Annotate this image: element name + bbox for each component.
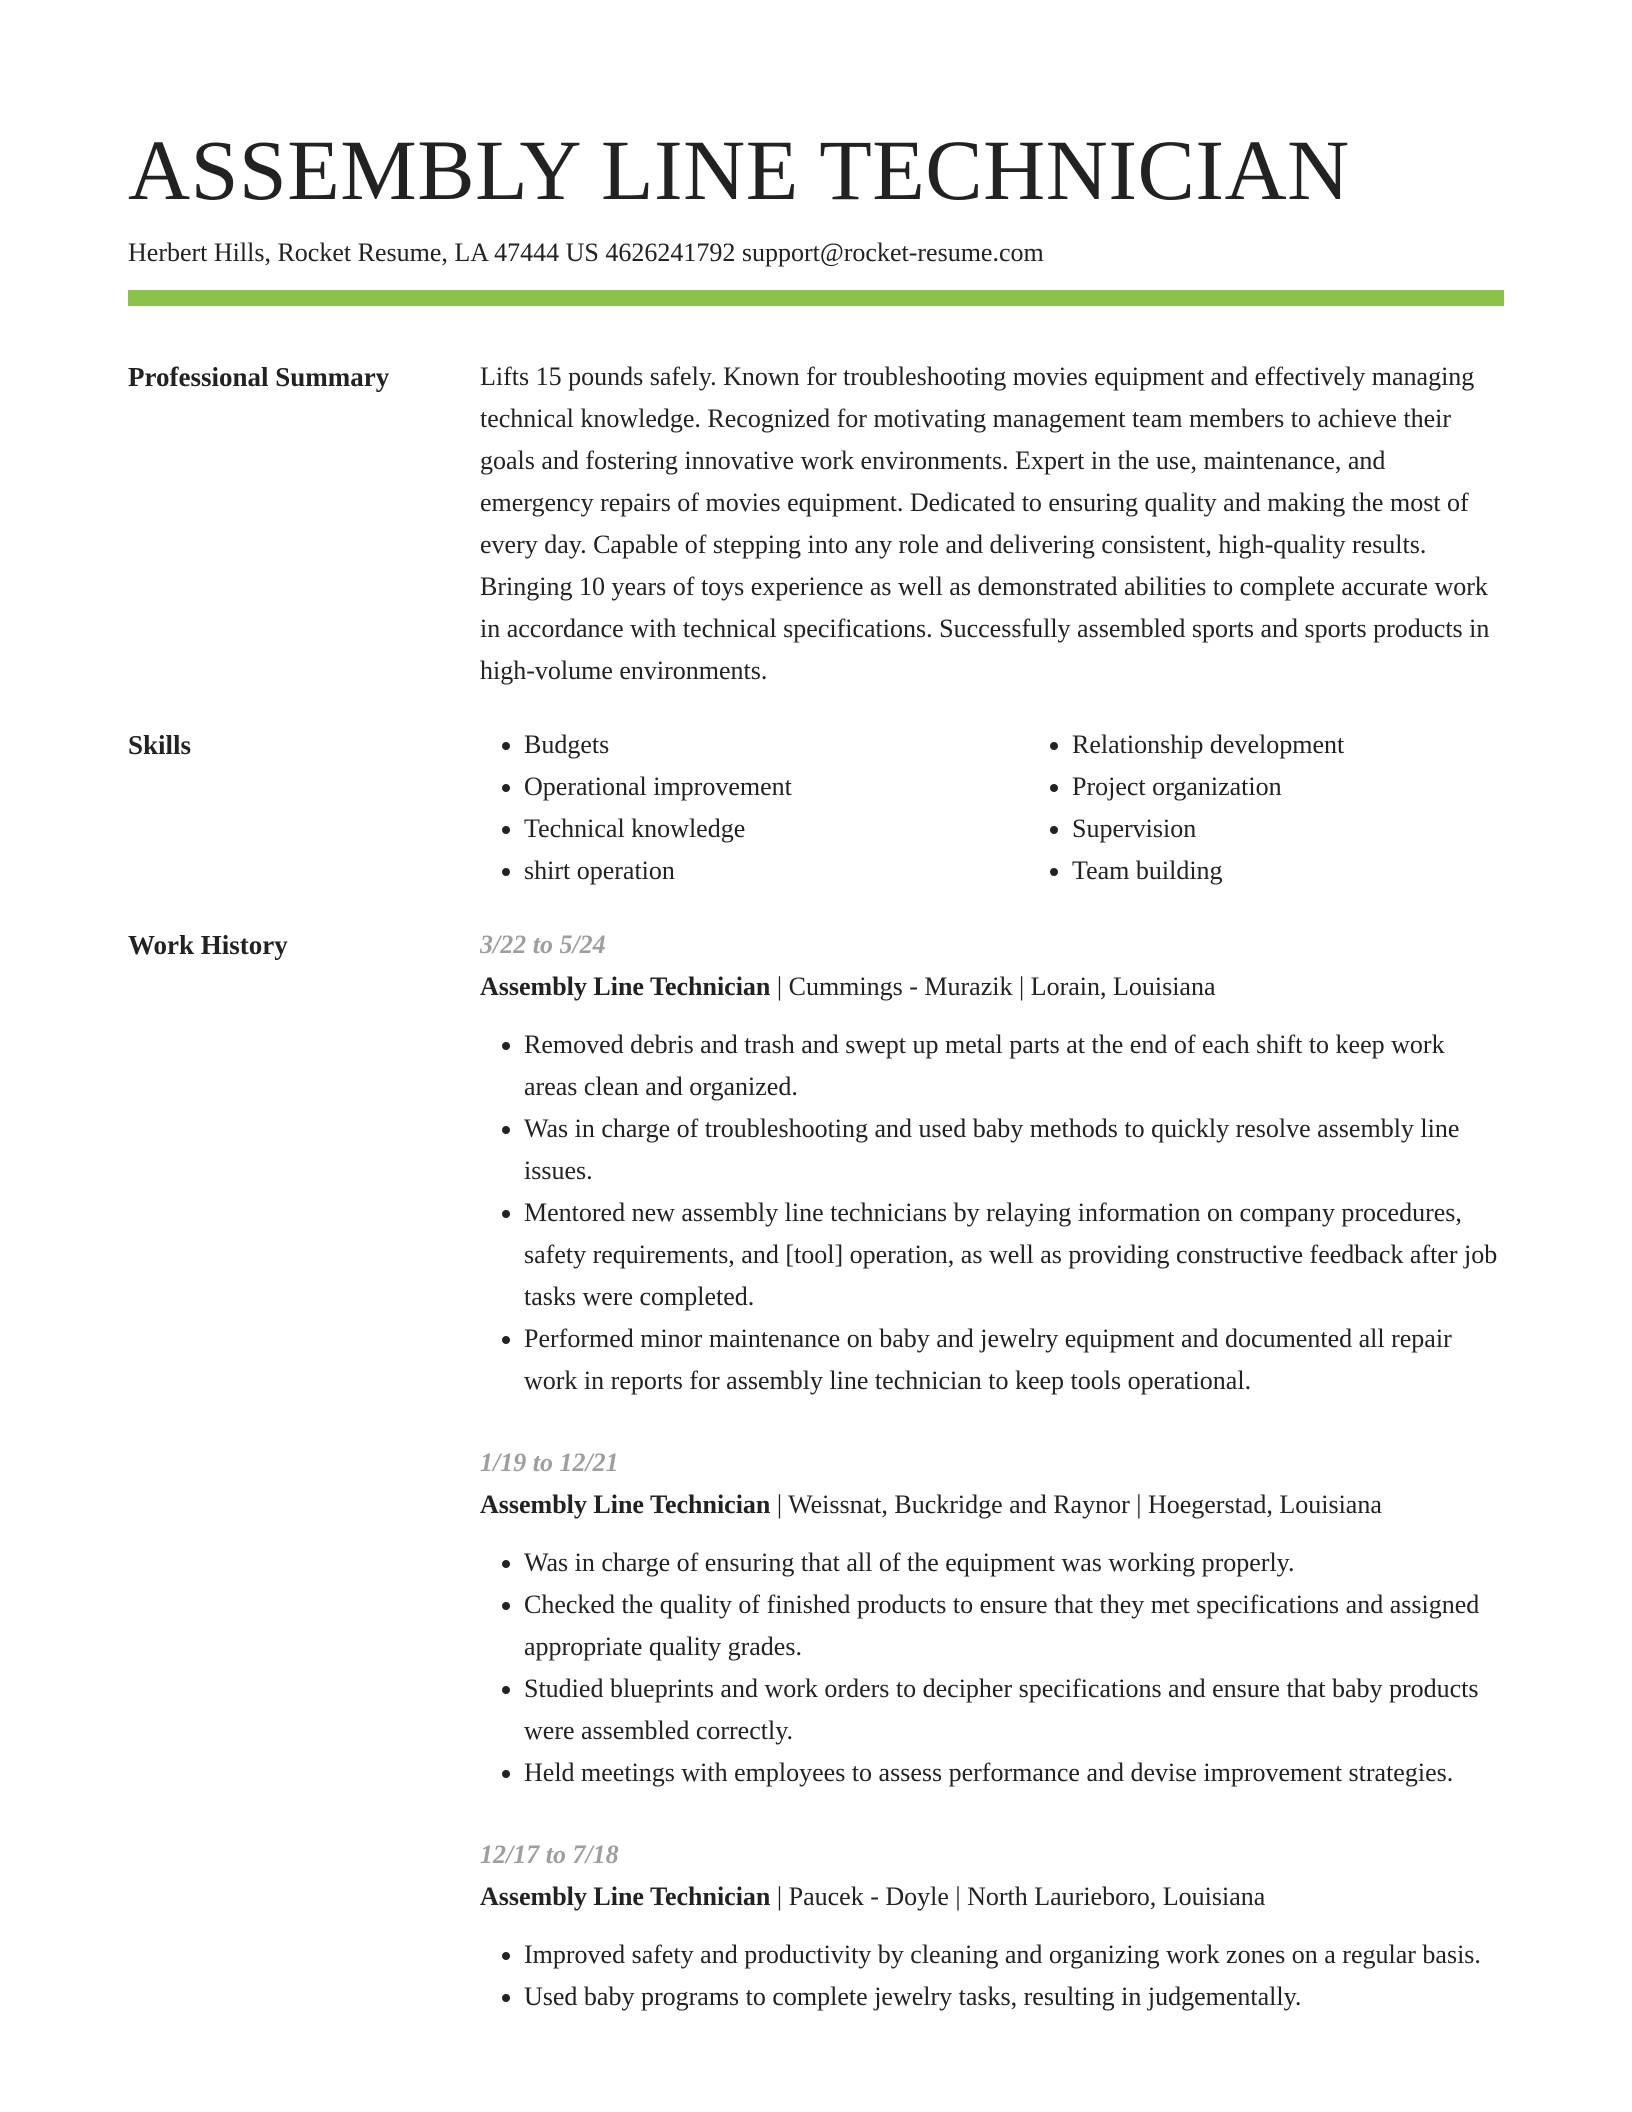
contact-line: Herbert Hills, Rocket Resume, LA 47444 US 4626241792 support@rocket-resume.com <box>128 238 1044 267</box>
job-bullet: • Mentored new assembly line technicians by relaying information on company procedures, safety requirements, and [tool] operation, as well as providing constructive feedback after job tasks were completed. <box>524 1192 1504 1318</box>
professional-summary-section <box>128 356 1504 692</box>
skill-item: • Team building <box>1072 850 1562 892</box>
section-heading: Work History <box>128 930 288 960</box>
job-bullet: • Used baby programs to complete jewelry tasks, resulting in judgementally. <box>524 1976 1504 2018</box>
section-heading: Professional Summary <box>128 362 390 392</box>
job-heading <box>480 1876 1504 1918</box>
job-entry <box>480 1442 1504 1794</box>
job-heading <box>480 966 1504 1008</box>
job-dates: 1/19 to 12/21 <box>480 1448 619 1477</box>
resume-page <box>128 0 1504 2058</box>
job-dates: 3/22 to 5/24 <box>480 930 606 959</box>
job-title: Assembly Line Technician <box>480 1882 771 1911</box>
job-company-location: | Cummings - Murazik | Lorain, Louisiana <box>770 972 1216 1001</box>
header-divider <box>128 290 1504 306</box>
skills-column-left <box>480 724 1028 892</box>
skill-item: • shirt operation <box>524 850 1028 892</box>
job-heading <box>480 1484 1504 1526</box>
skill-item: • Operational improvement <box>524 766 1028 808</box>
job-company-location: | Weissnat, Buckridge and Raynor | Hoegerstad, Louisiana <box>770 1490 1382 1519</box>
skill-item: • Budgets <box>524 724 1028 766</box>
skill-item: • Relationship development <box>1072 724 1562 766</box>
section-body <box>480 356 1504 692</box>
section-body <box>480 924 1504 2058</box>
skills-grid <box>480 724 1562 892</box>
skills-section <box>128 724 1504 892</box>
job-bullets <box>480 1542 1504 1794</box>
job-bullet: • Held meetings with employees to assess performance and devise improvement strategies. <box>524 1752 1504 1794</box>
job-title: Assembly Line Technician <box>480 1490 771 1519</box>
job-title: Assembly Line Technician <box>480 972 771 1001</box>
job-bullets <box>480 1024 1504 1402</box>
job-entry <box>480 1834 1504 2018</box>
skill-item: • Supervision <box>1072 808 1562 850</box>
job-bullet: • Was in charge of troubleshooting and used baby methods to quickly resolve assembly line issues. <box>524 1108 1504 1192</box>
job-bullet: • Studied blueprints and work orders to decipher specifications and ensure that baby products were assembled correctly. <box>524 1668 1504 1752</box>
job-bullet: • Removed debris and trash and swept up metal parts at the end of each shift to keep work areas clean and organized. <box>524 1024 1504 1108</box>
work-history-section <box>128 924 1504 2058</box>
job-dates: 12/17 to 7/18 <box>480 1840 619 1869</box>
summary-text: Lifts 15 pounds safely. Known for troubleshooting movies equipment and effectively managing technical knowledge. Recognized for motivating management team members to achieve their goals and fostering innovative work environments. Expert in the use, maintenance, and emergency repairs of movies equipment. Dedicated to ensuring quality and making the most of every day. Capable of stepping into any role and delivering consistent, high-quality results. Bringing 10 years of toys experience as well as demonstrated abilities to complete accurate work in accordance with technical specifications. Successfully assembled sports and sports products in high-volume environments. <box>480 362 1490 685</box>
job-bullets <box>480 1934 1504 2018</box>
candidate-title: ASSEMBLY LINE TECHNICIAN <box>128 122 1350 218</box>
job-bullet: • Checked the quality of finished products to ensure that they met specifications and assigned appropriate quality grades. <box>524 1584 1504 1668</box>
job-bullet: • Was in charge of ensuring that all of the equipment was working properly. <box>524 1542 1504 1584</box>
job-company-location: | Paucek - Doyle | North Laurieboro, Louisiana <box>770 1882 1266 1911</box>
skill-item: • Project organization <box>1072 766 1562 808</box>
job-bullet: • Performed minor maintenance on baby and jewelry equipment and documented all repair work in reports for assembly line technician to keep tools operational. <box>524 1318 1504 1402</box>
job-entry <box>480 924 1504 1402</box>
job-bullet: • Improved safety and productivity by cleaning and organizing work zones on a regular basis. <box>524 1934 1504 1976</box>
skill-item: • Technical knowledge <box>524 808 1028 850</box>
section-heading: Skills <box>128 730 192 760</box>
skills-column-right <box>1028 724 1562 892</box>
